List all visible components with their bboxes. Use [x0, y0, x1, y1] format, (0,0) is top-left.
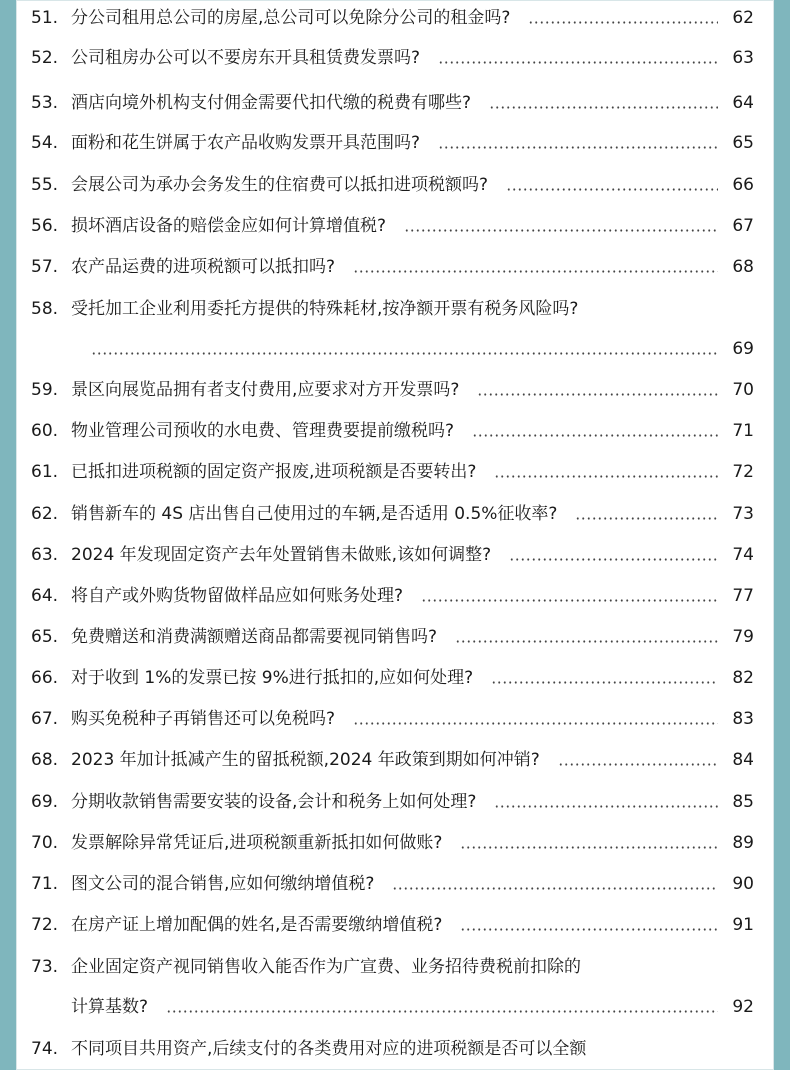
dot-leader [460, 846, 718, 849]
toc-entry [16, 88, 774, 118]
page-number: 70 [732, 380, 754, 400]
entry-title: 已抵扣进项税额的固定资产报废,进项税额是否要转出? [71, 462, 477, 482]
page-number: 77 [732, 586, 754, 606]
dot-leader [421, 599, 718, 602]
entry-number: 51. [31, 8, 59, 28]
document-page [16, 0, 774, 1070]
dot-leader [438, 146, 718, 149]
entry-title: 损坏酒店设备的赔偿金应如何计算增值税? [71, 216, 387, 236]
entry-number: 55. [31, 175, 59, 195]
dot-leader [353, 270, 718, 273]
entry-title: 在房产证上增加配偶的姓名,是否需要缴纳增值税? [71, 915, 443, 935]
entry-title: 免费赠送和消费满额赠送商品都需要视同销售吗? [71, 627, 438, 647]
dot-leader [506, 188, 718, 191]
page-number: 82 [732, 668, 754, 688]
dot-leader [438, 61, 718, 64]
entry-title: 发票解除异常凭证后,进项税额重新抵扣如何做账? [71, 833, 443, 853]
entry-title: 受托加工企业利用委托方提供的特殊耗材,按净额开票有税务风险吗? [71, 299, 579, 319]
toc-entry [16, 375, 774, 405]
page-number: 91 [732, 915, 754, 935]
dot-leader [91, 352, 718, 355]
toc-entry [16, 581, 774, 611]
page-number: 64 [732, 93, 754, 113]
entry-number: 52. [31, 48, 59, 68]
entry-number: 64. [31, 586, 59, 606]
toc-entry [16, 499, 774, 529]
entry-title: 分公司租用总公司的房屋,总公司可以免除分公司的租金吗? [71, 8, 511, 28]
dot-leader [575, 517, 718, 520]
toc-entry [16, 704, 774, 734]
toc-entry [16, 869, 774, 899]
entry-number: 68. [31, 750, 59, 770]
entry-number: 58. [31, 299, 59, 319]
page-number: 71 [732, 421, 754, 441]
entry-title: 农产品运费的进项税额可以抵扣吗? [71, 257, 336, 277]
page-number: 84 [732, 750, 754, 770]
entry-number: 61. [31, 462, 59, 482]
page-number: 92 [732, 997, 754, 1017]
entry-number: 69. [31, 792, 59, 812]
entry-title: 销售新车的 4S 店出售自己使用过的车辆,是否适用 0.5%征收率? [71, 504, 558, 524]
page-number: 73 [732, 504, 754, 524]
entry-number: 63. [31, 545, 59, 565]
entry-number: 60. [31, 421, 59, 441]
entry-number: 53. [31, 93, 59, 113]
page-number: 69 [732, 339, 754, 359]
toc-entry [16, 1034, 774, 1064]
toc-entry-continuation [16, 992, 774, 1022]
dot-leader [353, 722, 718, 725]
toc-entry-continuation [16, 334, 774, 364]
page-number: 62 [732, 8, 754, 28]
toc-entry [16, 170, 774, 200]
dot-leader [491, 681, 718, 684]
entry-number: 74. [31, 1039, 59, 1059]
dot-leader [166, 1010, 718, 1013]
toc-entry [16, 128, 774, 158]
toc-entry [16, 828, 774, 858]
toc-entry [16, 457, 774, 487]
toc-entry [16, 43, 774, 73]
table-of-contents [16, 0, 774, 1070]
entry-title: 图文公司的混合销售,应如何缴纳增值税? [71, 874, 375, 894]
entry-number: 67. [31, 709, 59, 729]
dot-leader [472, 434, 718, 437]
dot-leader [460, 928, 718, 931]
toc-entry [16, 745, 774, 775]
toc-entry [16, 3, 774, 33]
dot-leader [494, 805, 718, 808]
entry-title: 会展公司为承办会务发生的住宿费可以抵扣进项税额吗? [71, 175, 489, 195]
entry-number: 70. [31, 833, 59, 853]
page-number: 74 [732, 545, 754, 565]
dot-leader [494, 475, 718, 478]
toc-entry [16, 663, 774, 693]
page-number: 79 [732, 627, 754, 647]
toc-entry [16, 294, 774, 324]
entry-title: 景区向展览品拥有者支付费用,应要求对方开发票吗? [71, 380, 460, 400]
toc-entry [16, 622, 774, 652]
entry-title: 酒店向境外机构支付佣金需要代扣代缴的税费有哪些? [71, 93, 472, 113]
entry-title: 对于收到 1%的发票已按 9%进行抵扣的,应如何处理? [71, 668, 474, 688]
toc-entry [16, 252, 774, 282]
dot-leader [528, 21, 718, 24]
entry-title: 2023 年加计抵减产生的留抵税额,2024 年政策到期如何冲销? [71, 750, 540, 770]
entry-title: 2024 年发现固定资产去年处置销售未做账,该如何调整? [71, 545, 492, 565]
toc-entry [16, 910, 774, 940]
page-number: 83 [732, 709, 754, 729]
page-number: 63 [732, 48, 754, 68]
dot-leader [558, 763, 718, 766]
page-number: 85 [732, 792, 754, 812]
entry-number: 57. [31, 257, 59, 277]
entry-title: 购买免税种子再销售还可以免税吗? [71, 709, 336, 729]
dot-leader [489, 106, 718, 109]
entry-number: 56. [31, 216, 59, 236]
entry-number: 72. [31, 915, 59, 935]
entry-title-continuation: 计算基数? [71, 997, 149, 1017]
toc-entry [16, 540, 774, 570]
dot-leader [509, 558, 718, 561]
entry-number: 65. [31, 627, 59, 647]
page-number: 68 [732, 257, 754, 277]
page-number: 65 [732, 133, 754, 153]
entry-number: 66. [31, 668, 59, 688]
entry-number: 62. [31, 504, 59, 524]
entry-number: 73. [31, 957, 59, 977]
entry-number: 59. [31, 380, 59, 400]
entry-title: 不同项目共用资产,后续支付的各类费用对应的进项税额是否可以全额 [71, 1039, 587, 1059]
entry-title: 物业管理公司预收的水电费、管理费要提前缴税吗? [71, 421, 455, 441]
toc-entry [16, 787, 774, 817]
entry-number: 71. [31, 874, 59, 894]
entry-title: 企业固定资产视同销售收入能否作为广宣费、业务招待费税前扣除的 [71, 957, 581, 977]
entry-title: 面粉和花生饼属于农产品收购发票开具范围吗? [71, 133, 421, 153]
entry-title: 将自产或外购货物留做样品应如何账务处理? [71, 586, 404, 606]
dot-leader [404, 229, 718, 232]
entry-title: 分期收款销售需要安装的设备,会计和税务上如何处理? [71, 792, 477, 812]
dot-leader [392, 887, 718, 890]
dot-leader [455, 640, 718, 643]
page-number: 89 [732, 833, 754, 853]
toc-entry [16, 211, 774, 241]
toc-entry [16, 416, 774, 446]
entry-number: 54. [31, 133, 59, 153]
entry-title: 公司租房办公可以不要房东开具租赁费发票吗? [71, 48, 421, 68]
page-number: 66 [732, 175, 754, 195]
page-number: 72 [732, 462, 754, 482]
toc-entry [16, 952, 774, 982]
page-number: 67 [732, 216, 754, 236]
dot-leader [477, 393, 718, 396]
page-number: 90 [732, 874, 754, 894]
